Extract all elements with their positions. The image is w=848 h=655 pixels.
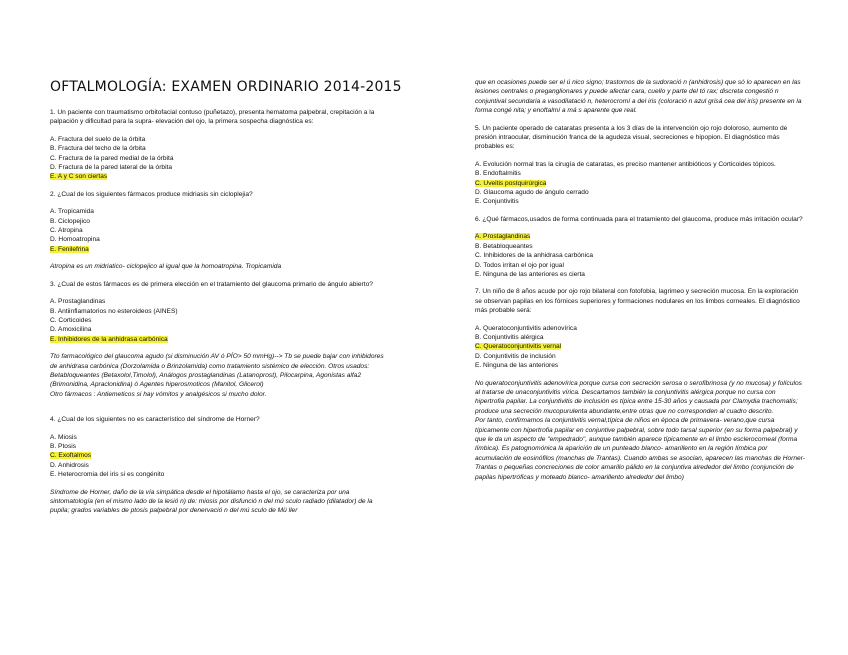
question-7-options xyxy=(475,324,805,371)
option-2a: A. Tropicamida xyxy=(50,208,94,216)
question-6: 6. ¿Qué fármacos,usados de forma continuada para el tratamiento del glaucoma, produce más irritación ocular? xyxy=(475,215,803,223)
left-column xyxy=(50,78,402,524)
option-2b: B. Ciclopejico xyxy=(50,217,90,225)
option-2e-highlighted: E. Fenilefrina xyxy=(50,245,89,253)
option-2d: D. Homoatropina xyxy=(50,236,100,244)
question-4-options xyxy=(50,433,390,480)
note-2: Atropina es un midriatico- ciclopejico al igual que la homoatropina. Tropicamida xyxy=(50,263,282,271)
note-3: Tto farmacológico del glaucoma agudo (si disminución AV ó PÍO> 50 mmHg)--> Tb se puede bajar con inhibidores de anhidrasa carbónica (Dorzolamida o Brinzolamida) como tratamiento sistémico de elección. Otros usados: Betabloqueantes (Betaxolol,Timolol), Análogos prostaglandinas (Latanoprost), Pilocarpina, Agonistas alfa2 (Brimonidina, Apraclonidina) ó Agentes hiperosmoticos (Manitol, Glicerol) xyxy=(50,353,384,389)
option-6b: B. Betabloqueantes xyxy=(475,242,533,250)
option-1c: C. Fractura de la pared medial de la órbita xyxy=(50,154,174,162)
question-1-options xyxy=(50,135,390,182)
question-7: 7. Un niño de 8 años acude por ojo rojo bilateral con fotofobia, lagrimeo y secreción mucosa. En la exploración se observan papilas en los fórnices superiores y formaciones nodulares en los limbos corneales. El diagnóstico más probable será: xyxy=(475,288,800,315)
note-7b: Por tanto, confirmamos la conjuntivitis vernal,típica de niños en época de primavera- verano,que cursa típicamente con hipertrofia papilar en conjuntive palpebral, sobre todo tarsal superior (en su forma palpebral) y que le da un aspecto de "empedrado", aunque también aparece típicamente en el limbo esclerocorneal (forma límbica). Es patognomónica la aparición de un punteado blanco- amarillento en la región límbica por acumulación de eosinófilos (manchas de Trantas). Cuando ambas se asocian, aparecen las manchas de Horner- Trantas o pequeñas concreciones de color amarillo pálido en la conjuntiva alrededor del limbo (conjunción de papilas hipertróficas y moteado blanco- amarillento alrededor del limbo) xyxy=(475,417,805,481)
option-6d: D. Todos irritan el ojo por igual xyxy=(475,261,564,269)
option-3b: B. Antiinflamatorios no esteroideos (AINES) xyxy=(50,307,178,315)
question-6-options xyxy=(475,232,805,279)
question-2: 2. ¿Cual de los siguientes fármacos produce midriasis sin cicloplejia? xyxy=(50,190,253,198)
option-1a: A. Fractura del suelo de la órbita xyxy=(50,135,146,143)
option-5e: E. Conjuntivitis xyxy=(475,198,519,206)
note-7: No queratoconjuntivitis adenovírica porque cursa con secreción serosa o serofibrinosa (y no mucosa) y folículos al tratarse de unaconjuntivitis vírica. Descartamos también la conjuntivitis alérgica porque no cursa con hipertrofia papilar. La conjuntivitis de inclusión es típica entre 15-30 años y causada por Clamydia trachomatis; produce una secreción mucopurulenta abundante,entre otras que no corresponden al cuadro descrito. xyxy=(475,379,802,415)
option-6c: C. Inhibidores de la anhidrasa carbónica xyxy=(475,252,594,260)
option-5a: A. Evolución normal tras la cirugía de cataratas, es preciso mantener antibióticos y Corticoides tópicos. xyxy=(475,160,776,168)
option-4b: B. Ptosis xyxy=(50,442,77,450)
option-7d: D. Conjuntivitis de inclusión xyxy=(475,352,556,360)
note-4: Síndrome de Horner, daño de la vía simpática desde el hipotálamo hasta el ojo, se caracteriza por una sintomatología (en el mismo lado de la lesió n) de: miosis por disfunció n del mú sculo radiado (dilatador) de la pupila; grados variables de ptosis palpebral por denervació n del mú sculo de Mü ller xyxy=(50,488,373,515)
option-1d: D. Fractura de la pared lateral de la órbita xyxy=(50,164,173,172)
option-7c-highlighted: C. Queratoconjuntivitis vernal xyxy=(475,343,562,351)
option-3e-highlighted: E. Inhibidores de la anhidrasa carbónica xyxy=(50,335,168,343)
option-6a-highlighted: A. Prostaglandinas xyxy=(475,233,531,241)
note-3b: Otro fármacos : Antiemeticos si hay vómitos y analgésicos si mucho dolor. xyxy=(50,390,267,398)
option-7e: E. Ninguna de las anteriores xyxy=(475,362,559,370)
option-3d: D. Amoxicilina xyxy=(50,326,92,334)
question-5-options xyxy=(475,160,805,207)
option-7b: B. Conjuntivitis alérgica xyxy=(475,333,544,341)
option-7a: A. Queratoconjuntivitis adenovírica xyxy=(475,324,577,332)
option-4c-highlighted: C. Exoftalmos xyxy=(50,452,92,460)
option-2c: C. Atropina xyxy=(50,227,83,235)
option-5b: B. Endoftalmitis xyxy=(475,170,521,178)
option-6e: E. Ninguna de las anteriores es cierta xyxy=(475,270,585,278)
question-3: 3. ¿Cual de estos fármacos es de primera elección en el tratamiento del glaucoma primario de ángulo abierto? xyxy=(50,280,373,288)
question-2-options xyxy=(50,207,390,254)
option-4d: D. Anhidrosis xyxy=(50,461,89,469)
option-1e-highlighted: E. A y C son ciertas xyxy=(50,173,108,181)
page-title: OFTALMOLOGÍA: EXAMEN ORDINARIO 2014-2015 xyxy=(50,79,402,95)
question-3-options xyxy=(50,297,390,344)
note-4-continued: que en ocasiones puede ser el ú nico signo; trastornos de la sudoració n (anhidrosis) que só lo aparecen en las lesiones centrales o preganglionares y puede afectar cara, cuello y parte del tó rax; discreta congestió n conjuntival secundaria a vasodilatació n, heterocromí a del iris (coloració n azul grisá cea del iris) presente en la forma congé nita; y enoftalmí a má s aparente que real. xyxy=(475,79,802,115)
right-column xyxy=(475,78,805,490)
question-1: 1. Un paciente con traumatismo orbitofacial contuso (puñetazo), presenta hematoma palpebral, crepitación a la palpación y dificultad para la supra- elevación del ojo, la primera sospecha diagnóstica es: xyxy=(50,109,375,126)
option-4a: A. Miosis xyxy=(50,433,77,441)
option-3c: C. Corticoides xyxy=(50,316,92,324)
question-4: 4. ¿Cual de los siguientes no es característico del síndrome de Horner? xyxy=(50,416,260,424)
question-5: 5. Un paciente operado de cataratas presenta a los 3 días de la intervención ojo rojo doloroso, aumento de presión intraocular, disminución franca de la agudeza visual, secreciones e hipopion. El diagnóstico más probables es: xyxy=(475,124,788,151)
option-5c-highlighted: C. Uveitis postquirúrgica xyxy=(475,179,547,187)
option-1b: B. Fractura del techo de la órbita xyxy=(50,145,146,153)
option-5d: D. Glaucoma agudo de ángulo cerrado xyxy=(475,189,589,197)
option-4e: E. Heterocromia del iris si es congénito xyxy=(50,471,165,479)
option-3a: A. Prostaglandinas xyxy=(50,298,106,306)
